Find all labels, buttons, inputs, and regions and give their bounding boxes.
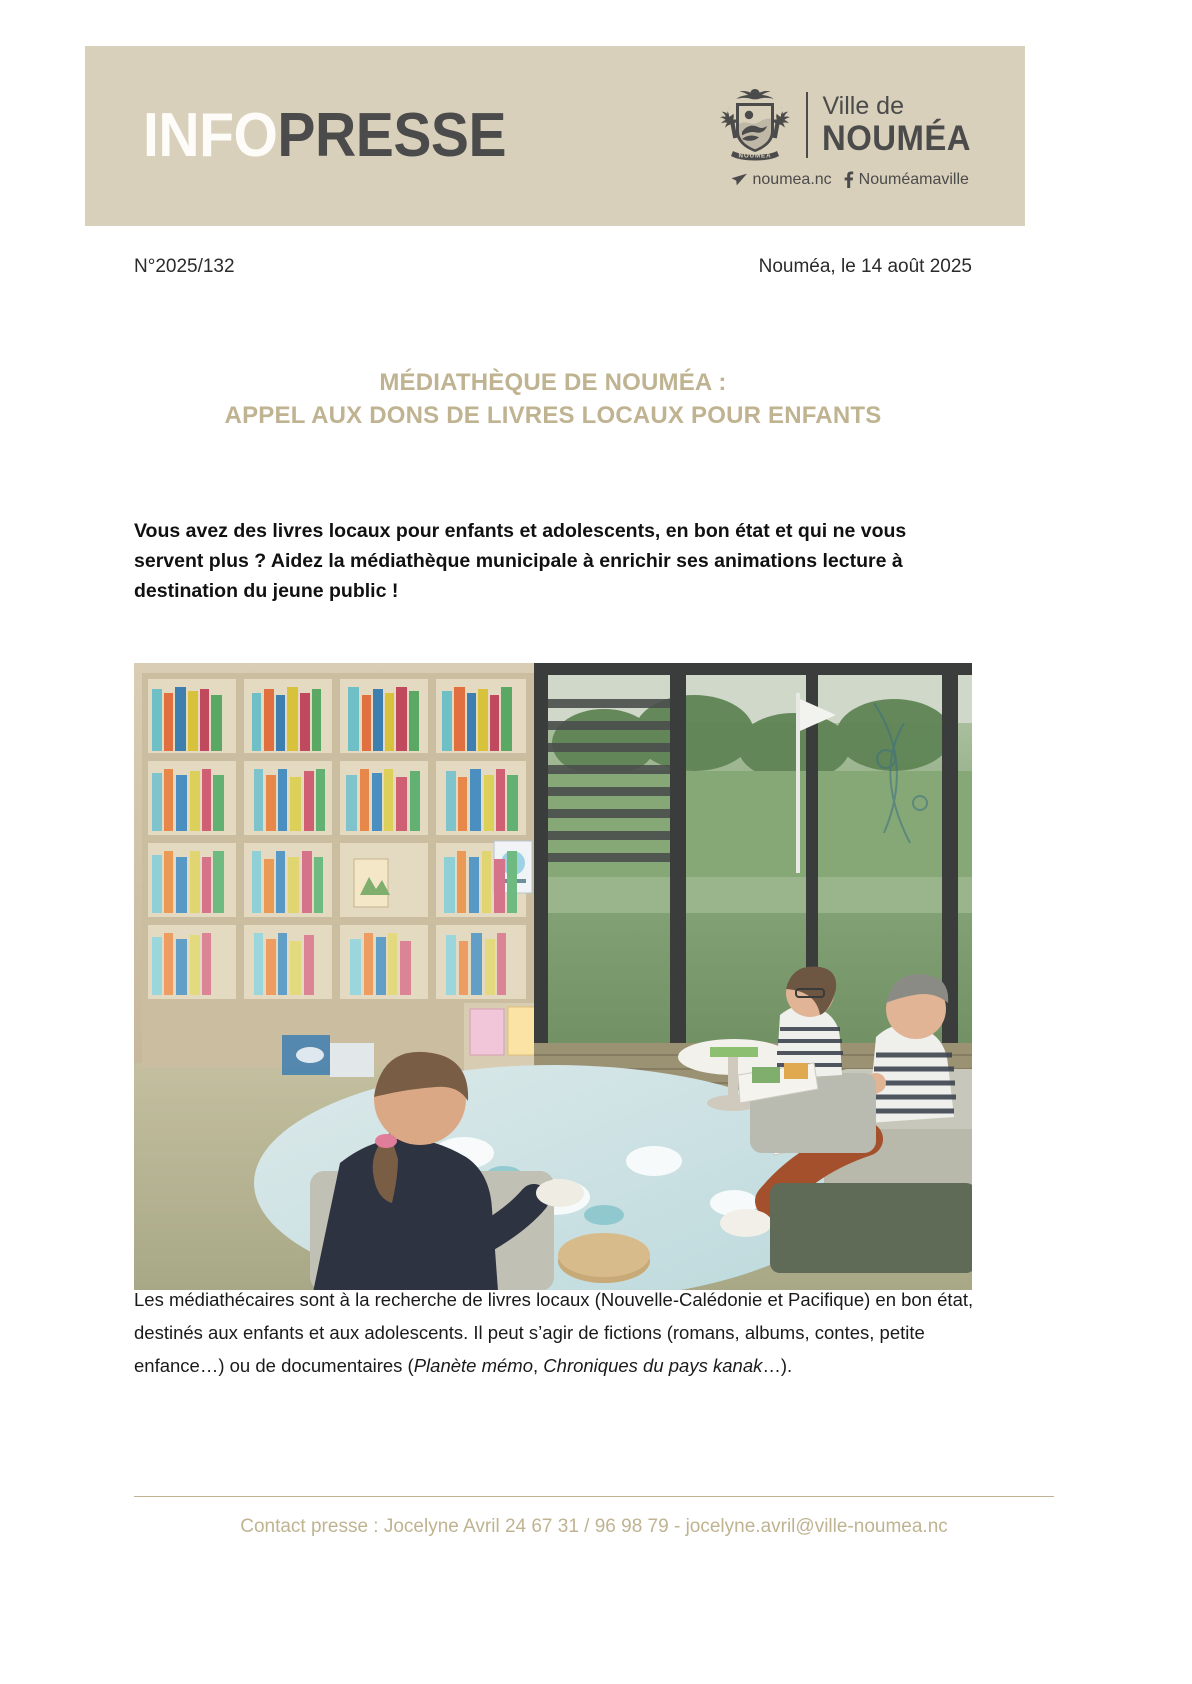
facebook-handle xyxy=(843,171,969,189)
ville-wordmark-line1: Ville de xyxy=(822,91,904,120)
dateline: Nouméa, le 14 août 2025 xyxy=(758,256,972,277)
book-title-chroniques-du-pays-kanak: Chroniques du pays kanak xyxy=(543,1354,763,1376)
page-title-line2: APPEL AUX DONS DE LIVRES LOCAUX POUR ENFANTS xyxy=(224,402,882,430)
ville-wordmark-line2: NOUMÉA xyxy=(822,118,972,158)
website-handle-label: noumea.nc xyxy=(752,170,832,188)
social-handles-row xyxy=(731,171,969,189)
header-band xyxy=(85,46,1025,226)
paper-plane-icon xyxy=(731,173,748,186)
footer-divider xyxy=(134,1496,1054,1497)
lead-paragraph: Vous avez des livres locaux pour enfants et adolescents, en bon état et qui ne vous servent plus ? Aidez la médiathèque municipale à enrichir ses animations lecture à destination du jeune public ! xyxy=(134,520,907,603)
body-paragraph xyxy=(134,1284,974,1383)
logo-divider xyxy=(806,92,808,158)
facebook-handle-label: Nouméamaville xyxy=(858,170,969,188)
footer-contact: Contact presse : Jocelyne Avril 24 67 31 / 96 98 79 - jocelyne.avril@ville-noumea.nc xyxy=(240,1516,948,1537)
reference-number: N°2025/132 xyxy=(134,256,235,277)
body-paragraph-part2: …). xyxy=(762,1354,793,1376)
body-separator: , xyxy=(533,1354,544,1376)
ville-de-noumea-logo xyxy=(718,84,981,189)
body-paragraph-part1: Les médiathécaires sont à la recherche de livres locaux (Nouvelle-Calédonie et Pacifique) en bon état, destinés aux enfants et aux adolescents. Il peut s’agir de fictions (romans, albums, contes, petite enfance…) ou de documentaires ( xyxy=(134,1289,974,1376)
page-title xyxy=(134,366,972,432)
library-photo xyxy=(134,663,972,1290)
book-title-planete-memo: Planète mémo xyxy=(413,1354,534,1376)
facebook-icon xyxy=(843,171,854,188)
infopresse-logo-presse: PRESSE xyxy=(277,101,507,170)
website-handle xyxy=(731,171,832,189)
infopresse-logo-info: INFO xyxy=(143,101,278,170)
page-title-line1: MÉDIATHÈQUE DE NOUMÉA : xyxy=(379,369,727,396)
ville-wordmark xyxy=(822,91,981,158)
meta-row xyxy=(134,256,972,278)
noumea-coat-of-arms-icon xyxy=(718,84,792,166)
ville-logo-top-row xyxy=(718,84,981,166)
svg-text:NOUMEA: NOUMEA xyxy=(738,152,772,160)
infopresse-logo xyxy=(143,101,507,170)
